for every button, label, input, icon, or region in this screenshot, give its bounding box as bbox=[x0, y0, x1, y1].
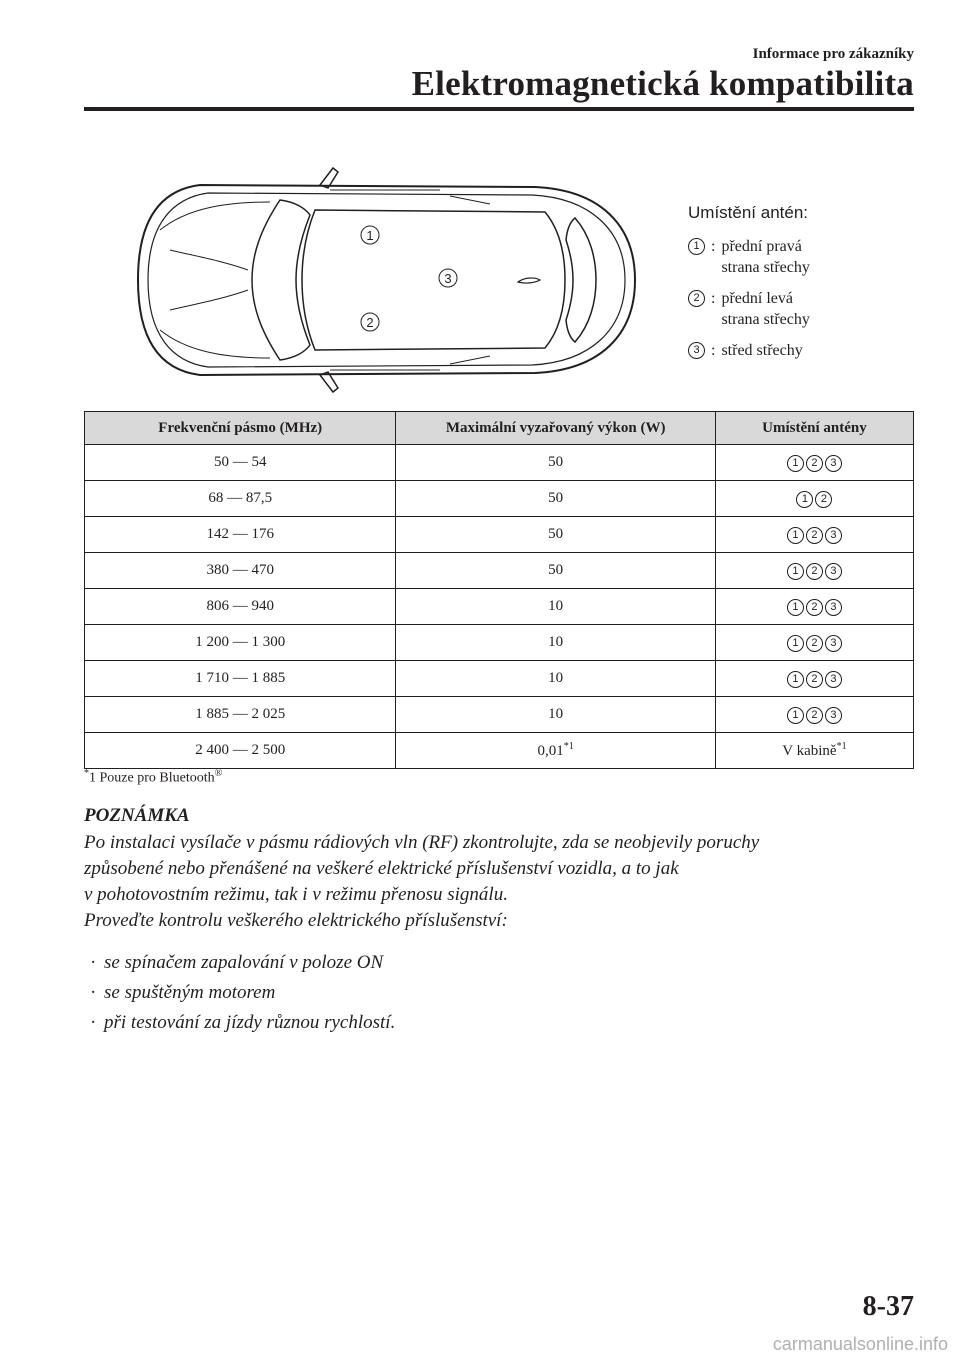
cell-antenna-location bbox=[715, 697, 913, 733]
shark-fin-antenna bbox=[518, 278, 540, 283]
antenna-number-badge: 1 bbox=[787, 563, 804, 580]
svg-text:2: 2 bbox=[366, 315, 374, 330]
cell-max-power: 50 bbox=[396, 517, 715, 553]
antenna-number-badge: 2 bbox=[806, 671, 823, 688]
bullet-icon: · bbox=[90, 1012, 97, 1033]
list-item bbox=[90, 980, 395, 1006]
cell-frequency-band: 1 710 — 1 885 bbox=[85, 661, 396, 697]
table-row bbox=[85, 517, 914, 553]
cell-frequency-band: 806 — 940 bbox=[85, 589, 396, 625]
cell-band-text: 2 400 — 2 500 bbox=[195, 742, 286, 758]
legend-item-1-line2: strana střechy bbox=[721, 259, 810, 276]
footnote bbox=[84, 768, 222, 787]
note-body bbox=[84, 830, 914, 934]
list-item-text: se spuštěným motorem bbox=[104, 982, 276, 1003]
antenna-number-badge: 2 bbox=[806, 563, 823, 580]
antenna-number-3: 3 bbox=[688, 342, 705, 359]
page-number: 8-37 bbox=[862, 1291, 914, 1322]
cell-frequency-band bbox=[85, 733, 396, 769]
cell-antenna-location bbox=[715, 733, 913, 769]
note-title: POZNÁMKA bbox=[84, 805, 190, 826]
cell-antenna-location bbox=[715, 481, 913, 517]
cell-max-power: 10 bbox=[396, 589, 715, 625]
check-list bbox=[90, 950, 395, 1040]
svg-text:1: 1 bbox=[366, 228, 374, 243]
table-body bbox=[85, 445, 914, 769]
cell-max-power: 50 bbox=[396, 445, 715, 481]
antenna-number-badge: 3 bbox=[825, 635, 842, 652]
antenna-number-badge: 3 bbox=[825, 671, 842, 688]
legend-item-1-line1: přední pravá bbox=[721, 238, 802, 255]
header-max-power: Maximální vyzařovaný výkon (W) bbox=[396, 412, 715, 445]
legend-title: Umístění antén: bbox=[688, 203, 809, 222]
antenna-number-badge: 3 bbox=[825, 599, 842, 616]
list-item bbox=[90, 1010, 395, 1036]
bullet-icon: · bbox=[90, 982, 97, 1003]
antenna-number-badge: 3 bbox=[825, 527, 842, 544]
antenna-number-badge: 1 bbox=[787, 707, 804, 724]
antenna-number-badge: 3 bbox=[825, 707, 842, 724]
antenna-number-badge: 1 bbox=[787, 671, 804, 688]
footnote-ref: *1 bbox=[563, 741, 574, 752]
rear-window bbox=[566, 218, 596, 342]
diagram-marker-2 bbox=[361, 313, 379, 331]
header-frequency-band: Frekvenční pásmo (MHz) bbox=[85, 412, 396, 445]
hood-crease-right bbox=[170, 290, 248, 310]
cell-frequency-band: 1 200 — 1 300 bbox=[85, 625, 396, 661]
registered-mark: ® bbox=[214, 768, 223, 779]
cell-frequency-band: 142 — 176 bbox=[85, 517, 396, 553]
header-antenna-location: Umístění antény bbox=[715, 412, 913, 445]
list-item-text: při testování za jízdy různou rychlostí. bbox=[104, 1012, 396, 1033]
antenna-number-badge: 1 bbox=[787, 527, 804, 544]
note-line: Po instalaci vysílače v pásmu rádiových vln (RF) zkontrolujte, zda se neobjevily poruchy bbox=[84, 832, 760, 853]
cell-power-text: 0,01 bbox=[537, 743, 564, 759]
antenna-number-badge: 2 bbox=[806, 707, 823, 724]
cell-frequency-band: 50 — 54 bbox=[85, 445, 396, 481]
diagram-marker-3 bbox=[439, 269, 457, 287]
table-row bbox=[85, 625, 914, 661]
cell-max-power: 10 bbox=[396, 661, 715, 697]
car-top-view-diagram bbox=[130, 160, 640, 400]
table-row bbox=[85, 553, 914, 589]
table-header-row bbox=[85, 412, 914, 445]
antenna-legend bbox=[688, 203, 918, 371]
table-row bbox=[85, 481, 914, 517]
footnote-ref: *1 bbox=[836, 741, 847, 752]
svg-text:3: 3 bbox=[444, 271, 452, 286]
antenna-number-badge: 2 bbox=[806, 599, 823, 616]
cell-max-power: 10 bbox=[396, 625, 715, 661]
cell-antenna-location bbox=[715, 661, 913, 697]
page-title: Elektromagnetická kompatibilita bbox=[411, 64, 914, 103]
note-line: Proveďte kontrolu veškerého elektrického příslušenství: bbox=[84, 910, 508, 931]
antenna-number-badge: 1 bbox=[787, 599, 804, 616]
legend-item-3: 3 : střed střechy bbox=[688, 340, 918, 361]
cell-frequency-band: 1 885 — 2 025 bbox=[85, 697, 396, 733]
header-divider bbox=[84, 107, 914, 111]
antenna-number-badge: 2 bbox=[806, 635, 823, 652]
cell-antenna-location bbox=[715, 445, 913, 481]
table-row bbox=[85, 445, 914, 481]
note-line: způsobené nebo přenášené na veškeré elektrické příslušenství vozidla, a to jak bbox=[84, 858, 679, 879]
antenna-number-badge: 1 bbox=[787, 635, 804, 652]
legend-item-2-line2: strana střechy bbox=[721, 311, 810, 328]
cell-frequency-band: 68 — 87,5 bbox=[85, 481, 396, 517]
car-body-outline bbox=[138, 185, 635, 375]
section-title: Informace pro zákazníky bbox=[752, 46, 914, 62]
note-line: v pohotovostním režimu, tak i v režimu přenosu signálu. bbox=[84, 884, 508, 905]
cell-antenna-location bbox=[715, 589, 913, 625]
table-row bbox=[85, 661, 914, 697]
bullet-icon: · bbox=[90, 952, 97, 973]
hood-crease-left bbox=[170, 250, 248, 270]
cell-antenna-location bbox=[715, 553, 913, 589]
cell-antenna-location bbox=[715, 625, 913, 661]
antenna-number-badge: 1 bbox=[787, 455, 804, 472]
cell-max-power: 50 bbox=[396, 481, 715, 517]
door-line-bottom bbox=[330, 356, 490, 370]
antenna-number-1: 1 bbox=[688, 238, 705, 255]
table-row bbox=[85, 733, 914, 769]
legend-item-2: 2 : přední levá strana střechy bbox=[688, 288, 918, 330]
door-line-top bbox=[330, 190, 490, 204]
antenna-number-2: 2 bbox=[688, 290, 705, 307]
roof-outline bbox=[302, 210, 565, 350]
table-row bbox=[85, 697, 914, 733]
footnote-marker: * bbox=[84, 768, 89, 779]
list-item-text: se spínačem zapalování v poloze ON bbox=[104, 952, 384, 973]
cell-max-power bbox=[396, 733, 715, 769]
legend-item-3-line1: střed střechy bbox=[721, 342, 803, 359]
antenna-number-badge: 3 bbox=[825, 563, 842, 580]
antenna-number-badge: 1 bbox=[796, 491, 813, 508]
footnote-text: 1 Pouze pro Bluetooth bbox=[89, 770, 215, 786]
table-row bbox=[85, 589, 914, 625]
cell-antenna-text: V kabině bbox=[782, 743, 837, 759]
car-body-inner-outline bbox=[148, 193, 625, 367]
legend-item-2-line1: přední levá bbox=[721, 290, 793, 307]
legend-item-1: 1 : přední pravá strana střechy bbox=[688, 236, 918, 278]
frequency-table bbox=[84, 411, 914, 769]
cell-antenna-location bbox=[715, 517, 913, 553]
antenna-number-badge: 2 bbox=[815, 491, 832, 508]
cell-max-power: 10 bbox=[396, 697, 715, 733]
antenna-number-badge: 2 bbox=[806, 455, 823, 472]
cell-max-power: 50 bbox=[396, 553, 715, 589]
antenna-number-badge: 3 bbox=[825, 455, 842, 472]
watermark: carmanualsonline.info bbox=[772, 1334, 948, 1354]
antenna-number-badge: 2 bbox=[806, 527, 823, 544]
list-item bbox=[90, 950, 395, 976]
cell-frequency-band: 380 — 470 bbox=[85, 553, 396, 589]
diagram-marker-1 bbox=[361, 226, 379, 244]
